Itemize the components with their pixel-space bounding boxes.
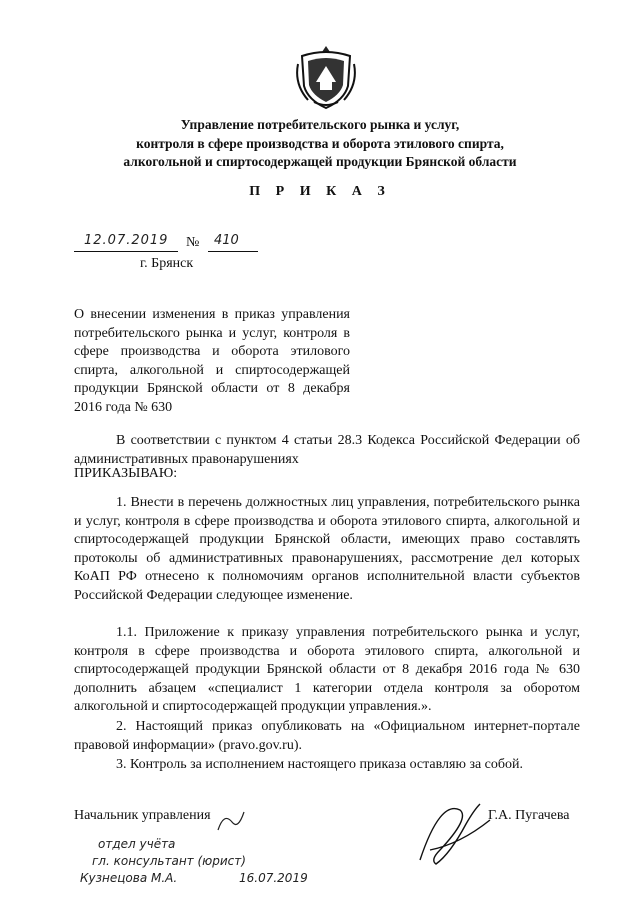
date-number-line [74, 232, 258, 254]
date-underline [74, 251, 178, 252]
approval-mark-icon [214, 808, 248, 838]
handwritten-signature-icon [410, 790, 500, 874]
order-word: ПРИКАЗЫВАЮ: [74, 466, 178, 481]
signatory-position: Начальник управления [74, 808, 211, 823]
legal-basis: В соответствии с пунктом 4 статьи 28.3 Кодекса Российской Федерации об административных правонарушениях [74, 433, 580, 467]
paragraph-3: 3. Контроль за исполнением настоящего приказа оставляю за собой. [116, 757, 524, 772]
document-type: П Р И К А З [249, 184, 391, 199]
order-date: 12.07.2019 [84, 233, 169, 248]
handwritten-note [80, 836, 380, 902]
order-subject: О внесении изменения в приказ управления потребительского рынка и услуг, контроля в сфере производства и оборота этилового спирта, алкогольной и спиртосодержащей продукции Брянской области от 8 декабря 2016 года № 630 [74, 307, 350, 415]
number-underline [208, 251, 258, 252]
paragraph-1-1: 1.1. Приложение к приказу управления потребительского рынка и услуг, контроля в сфере производства и оборота этилового спирта, алкогольной и спиртосодержащей продукции Брянской области от 8 декабря 2016 года № 630 дополнить абзацем «специалист 1 категории отдела контроля за оборотом алкогольной и спиртосодержащей продукции управления.». [74, 625, 580, 714]
note-line-3 [80, 870, 380, 887]
signatory-name: Г.А. Пугачева [488, 808, 570, 823]
order-number: 410 [214, 233, 239, 248]
note-date: 16.07.2019 [239, 871, 308, 885]
paragraph-2: 2. Настоящий приказ опубликовать на «Официальном интернет-портале правовой информации» (pravo.gov.ru). [74, 719, 580, 753]
org-line: Управление потребительского рынка и услуг, [180, 117, 460, 132]
org-line: алкогольной и спиртосодержащей продукции Брянской области [123, 154, 517, 169]
paragraph-1: 1. Внести в перечень должностных лиц управления, потребительского рынка и услуг, контроля в сфере производства и оборота этилового спирта, алкогольной и спиртосодержащей продукции Брянской области, имеющих право составлять протоколы об административных правонарушениях, рассмотрение дел которых КоАП РФ отнесено к полномочиям органов исполнительной власти субъектов Российской Федерации следующее изменение. [74, 495, 580, 603]
number-sign: № [186, 235, 200, 250]
organization-name [60, 116, 580, 172]
org-line: контроля в сфере производства и оборота этилового спирта, [136, 135, 504, 151]
note-line: отдел учёта [98, 837, 176, 851]
note-line: гл. консультант (юрист) [92, 854, 246, 868]
city: г. Брянск [140, 256, 194, 271]
note-author: Кузнецова М.А. [80, 871, 178, 885]
coat-of-arms-icon [296, 44, 356, 110]
